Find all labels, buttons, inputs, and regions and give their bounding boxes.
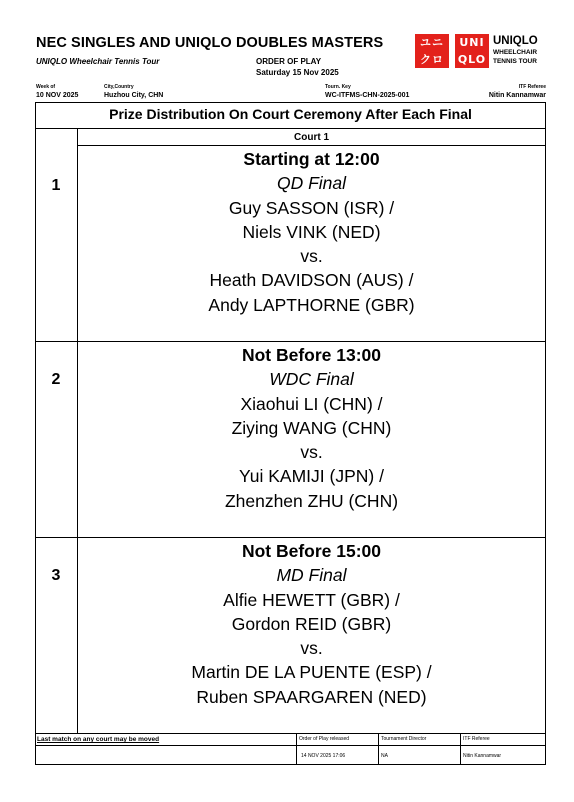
team2-player1: Yui KAMIJI (JPN) /: [239, 466, 384, 487]
match-time: Starting at 12:00: [243, 149, 380, 169]
team1-player1: Guy SASSON (ISR) /: [228, 197, 395, 218]
divider: [36, 128, 545, 129]
versus: vs.: [300, 638, 323, 659]
team2-player2: Andy LAPTHORNE (GBR): [208, 294, 415, 315]
tourn-key-label: Tourn. Key: [325, 84, 351, 90]
team1-player1: Alfie HEWETT (GBR) /: [223, 589, 400, 610]
moved-notice: Last match on any court may be moved: [37, 736, 160, 743]
logo-mark-row1: ユニ: [420, 36, 444, 49]
footer-column-divider: [378, 733, 379, 765]
footer-divider: [35, 745, 546, 746]
versus: vs.: [300, 246, 323, 267]
director-value: NA: [381, 753, 388, 759]
city-label: City,Country: [104, 84, 134, 90]
team1-player1: Xiaohui LI (CHN) /: [240, 393, 383, 414]
team2-player2: Zhenzhen ZHU (CHN): [224, 490, 399, 511]
city-value: Huzhou City, CHN: [104, 92, 164, 99]
match-block: [77, 147, 546, 317]
footer-referee-value: Nitin Kannamwar: [463, 753, 502, 759]
order-of-play-heading: [256, 56, 339, 78]
director-label: Tournament Director: [381, 736, 427, 742]
tourn-key-value: WC-ITFMS-CHN-2025-001: [325, 92, 410, 99]
divider: [36, 341, 545, 342]
match-event: WDC Final: [269, 369, 354, 390]
match-time: Not Before 15:00: [241, 541, 382, 561]
match-block: [77, 343, 546, 513]
versus: vs.: [300, 442, 323, 463]
match-time: Not Before 13:00: [241, 345, 382, 365]
divider: [36, 537, 545, 538]
referee-value: Nitin Kannamwar: [488, 92, 546, 99]
tournament-title: NEC SINGLES AND UNIQLO DOUBLES MASTERS: [36, 35, 384, 51]
tour-name: UNIQLO Wheelchair Tennis Tour: [36, 57, 160, 66]
footer-column-divider: [460, 733, 461, 765]
logo-mark2-row1: UNI: [459, 36, 485, 49]
uniqlo-logo: [415, 34, 547, 68]
team2-player1: Heath DAVIDSON (AUS) /: [209, 270, 414, 291]
footer-referee-label: ITF Referee: [463, 736, 490, 742]
play-date: Saturday 15 Nov 2025: [256, 68, 339, 77]
logo-mark-row2: クロ: [420, 53, 444, 66]
week-label: Week of: [36, 84, 56, 90]
logo-brand: UNIQLO: [493, 35, 538, 47]
team1-player2: Niels VINK (NED): [242, 221, 381, 242]
divider: [77, 145, 545, 146]
footer-column-divider: [296, 733, 297, 765]
match-number: 2: [51, 371, 61, 388]
ceremony-notice: Prize Distribution On Court Ceremony After Each Final: [109, 106, 472, 122]
released-value: 14 NOV 2025 17:06: [301, 753, 346, 759]
match-number: 3: [51, 567, 61, 584]
match-number: 1: [51, 177, 61, 194]
match-block: [77, 539, 546, 709]
logo-line2: WHEELCHAIR: [493, 49, 538, 56]
team2-player2: Ruben SPAARGAREN (NED): [196, 686, 427, 707]
released-label: Order of Play released: [299, 736, 350, 742]
court-header: Court 1: [294, 132, 329, 143]
logo-text: [493, 35, 538, 66]
order-of-play-label: ORDER OF PLAY: [256, 57, 322, 66]
team2-player1: Martin DE LA PUENTE (ESP) /: [191, 662, 432, 683]
uniqlo-latin-mark: [455, 34, 489, 68]
logo-line3: TENNIS TOUR: [493, 58, 537, 65]
logo-mark2-row2: QLO: [457, 53, 487, 66]
week-value: 10 NOV 2025: [36, 92, 79, 99]
referee-label: ITF Referee: [518, 84, 546, 90]
match-event: QD Final: [276, 173, 347, 194]
match-event: MD Final: [276, 565, 347, 586]
team1-player2: Ziying WANG (CHN): [231, 417, 392, 438]
team1-player2: Gordon REID (GBR): [231, 613, 392, 634]
uniqlo-katakana-mark: [415, 34, 449, 68]
